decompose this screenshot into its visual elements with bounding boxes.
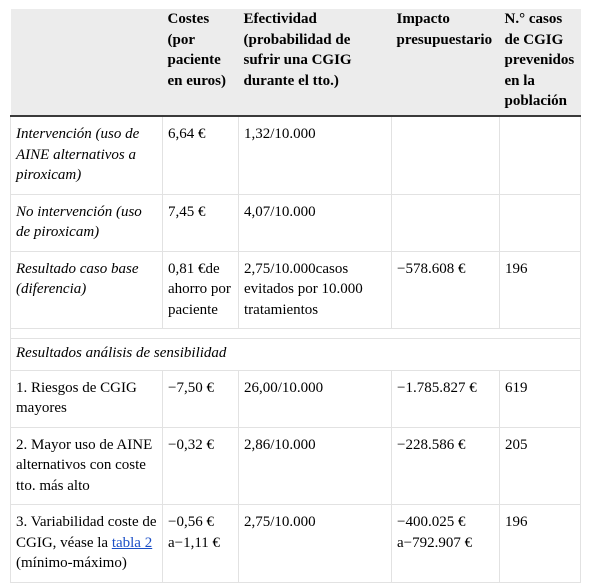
effect-cell: 2,86/10.000 [239,427,392,505]
header-budget-impact: Impacto presupuestario [392,9,500,116]
section-title: Resultados análisis de sensibilidad [11,339,581,371]
header-cases-prevented: N.° casos de CGIG prevenidos en la población [500,9,581,116]
row-label: No intervención (uso de piroxicam) [11,194,163,251]
cases-cell: 196 [500,251,581,329]
impact-cell: −1.785.827 € [392,370,500,427]
table-row [11,194,581,251]
cost-cell: −7,50 € [163,370,239,427]
row-label [11,505,163,583]
label-text: 3. Variabilidad coste de CGIG, véase la [16,514,157,551]
cost-cell: 0,81 €de ahorro por paciente [163,251,239,329]
table-row [11,370,581,427]
cases-cell [500,116,581,194]
cases-cell: 205 [500,427,581,505]
cases-cell: 196 [500,505,581,583]
row-label: Resultado caso base (diferencia) [11,251,163,329]
cost-cell: −0,56 € a−1,11 € [163,505,239,583]
effect-cell: 1,32/10.000 [239,116,392,194]
row-label: Intervención (uso de AINE alternativos a piroxicam) [11,116,163,194]
table-row [11,505,581,583]
spacer-row [11,329,581,339]
effect-cell: 26,00/10.000 [239,370,392,427]
label-text: (mínimo-máximo) [16,555,127,571]
header-effectiveness: Efectividad (probabilidad de sufrir una CGIG durante el tto.) [239,9,392,116]
cases-cell: 619 [500,370,581,427]
row-label: 2. Mayor uso de AINE alternativos con coste tto. más alto [11,427,163,505]
effect-cell: 2,75/10.000 [239,505,392,583]
cost-cell: 6,64 € [163,116,239,194]
cases-cell [500,194,581,251]
cost-cell: −0,32 € [163,427,239,505]
impact-cell: −228.586 € [392,427,500,505]
effect-cell: 4,07/10.000 [239,194,392,251]
results-table [10,9,581,583]
table-row [11,251,581,329]
impact-cell: −400.025 € a−792.907 € [392,505,500,583]
cost-cell: 7,45 € [163,194,239,251]
table-row [11,116,581,194]
table-row [11,427,581,505]
effect-cell: 2,75/10.000casos evitados por 10.000 tratamientos [239,251,392,329]
section-row [11,339,581,371]
table-2-link[interactable]: tabla 2 [111,534,153,551]
header-empty [11,9,163,116]
impact-cell [392,116,500,194]
header-costs: Costes (por paciente en euros) [163,9,239,116]
row-label: 1. Riesgos de CGIG mayores [11,370,163,427]
header-row [11,9,581,116]
impact-cell: −578.608 € [392,251,500,329]
impact-cell [392,194,500,251]
